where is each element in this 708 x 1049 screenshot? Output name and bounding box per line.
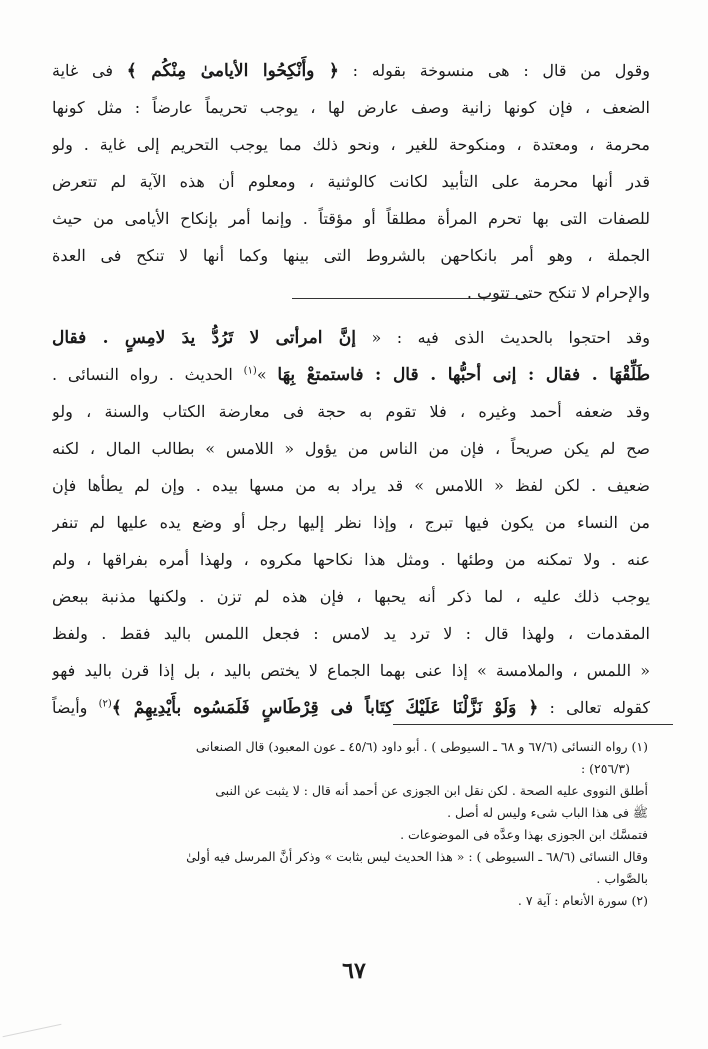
- text-line: المقدمات ، ولهذا قال : لا ترد يد لامس : فجعل اللمس باليد فقط . ولفظ: [52, 624, 650, 643]
- text-line: عنه . ولا تمكنه من وطئها . ومثل هذا نكاحها مكروه ، ولهذا أمره بفراقها ، ولم: [52, 550, 650, 569]
- text-run: كقوله تعالى :: [538, 698, 650, 717]
- paragraph-divider: [292, 298, 528, 299]
- footnote-line: بالصَّواب .: [596, 871, 648, 886]
- text-line: الضعف ، فإن كونها زانية وصف عارض لها ، يوجب تحريماً عارضاً : مثل كونها: [52, 98, 650, 117]
- main-text: [52, 52, 650, 726]
- text-run: فى غاية: [52, 61, 127, 80]
- page-number: ٦٧: [342, 958, 366, 984]
- footnote-line: (٢٥٦/٣) :: [580, 761, 630, 776]
- text-line: [52, 319, 650, 356]
- footnote-line: وقال النسائى (٦٨/٦ ـ السيوطى ) : « هذا الحديث ليس بثابت » وذكر أنَّ المرسل فيه أولىٰ: [186, 849, 648, 864]
- text-run: وقول من قال : هى منسوخة بقوله :: [338, 61, 650, 80]
- text-line: « اللمس ، والملامسة » إذا عنى بهما الجماع لا يختص باليد ، بل إذا قرن باليد فهو: [52, 661, 650, 680]
- text-line: [52, 356, 650, 393]
- footnote-line: فتمسَّك ابن الجوزى بهذا وعدَّه فى الموضوعات .: [400, 827, 648, 842]
- footnote-line: ﷺ فى هذا الباب شىء وليس له أصل .: [447, 805, 648, 820]
- footnote-marker: (١): [243, 365, 257, 377]
- text-line: محرمة ، ومعتدة ، ومنكوحة للغير ، ونحو ذلك مما يوجب التحريم إلى غاية . ولو: [52, 135, 650, 154]
- footnote-line: أطلق النووى عليه الصحة . لكن نقل ابن الجوزى عن أحمد أنه قال : لا يثبت عن النبى: [215, 783, 648, 798]
- hadith-quote: إنَّ امرأتى لا تَرُدُّ يدَ لامِسٍ . فقال: [52, 328, 356, 348]
- hadith-quote: فقال : إنى أحبُّها . قال : فاستمتعْ بِهَا: [277, 365, 581, 385]
- text-line: من النساء من يكون فيها تبرج ، وإذا نظر إليها رجل أو وضع يده عليها لم تنفر: [52, 513, 650, 532]
- text-line: [52, 689, 650, 726]
- footnote-divider: [393, 724, 673, 725]
- text-run: الحديث . رواه النسائى .: [52, 365, 244, 384]
- text-line: ضعيف . لكن لفظ « اللامس » قد يراد به من مسها بيده . وإن لم يطأها فإن: [52, 476, 650, 495]
- footnotes: [56, 736, 648, 912]
- footnote-line: (٢) سورة الأنعام : آية ٧ .: [517, 893, 648, 908]
- text-line: [52, 52, 650, 89]
- quran-quote: ﴿ وَلَوْ نَزَّلْنَا عَلَيْكَ كِتَاباً فى قِرْطَاسٍ فَلَمَسُوه بأَيْدِيهِمْ ﴾: [111, 698, 539, 718]
- scan-artifact: [3, 1024, 62, 1037]
- hadith-quote: طَلِّقْهَا .: [580, 365, 650, 385]
- quran-quote: ﴿ وأَنْكِحُوا الأيامىٰ مِنْكُم ﴾: [126, 61, 339, 81]
- text-line: صح لم يكن صريحاً ، فإن من الناس من يؤول « اللامس » بطالب المال ، لكنه: [52, 439, 650, 458]
- text-line: الجملة ، وهو أمر بانكاحهن بالشروط التى بينها وكما أنها لا تنكح فى العدة: [52, 246, 650, 265]
- text-line: قدر أنها محرمة على التأبيد لكانت كالوثنية ، ومعلوم أن هذه الآية لم تتعرض: [52, 172, 650, 191]
- text-run: وأيضاً: [52, 698, 99, 717]
- footnote-line: (١) رواه النسائى (٦٧/٦ و ٦٨ ـ السيوطى ) . أبو داود (٤٥/٦ ـ عون المعبود) قال الصنعانى: [195, 739, 648, 754]
- text-line: والإحرام لا تنكح حتى تتوب .: [466, 283, 650, 302]
- text-line: يوجب ذلك عليه ، لما ذكر أنه يحبها ، فإن هذه لم تزن . ولكنها مذنبة ببعض: [52, 587, 650, 606]
- text-line: وقد ضعفه أحمد وغيره ، فلا تقوم به حجة فى معارضة الكتاب والسنة ، ولو: [52, 402, 650, 421]
- footnote-marker: (٢): [98, 698, 112, 710]
- text-run: وقد احتجوا بالحديث الذى فيه : «: [356, 328, 650, 347]
- text-run: »: [256, 365, 278, 384]
- text-line: للصفات التى بها تحرم المرأة مطلقاً أو مؤقتاً . وإنما أمر بإنكاح الأيامى من حيث: [52, 209, 650, 228]
